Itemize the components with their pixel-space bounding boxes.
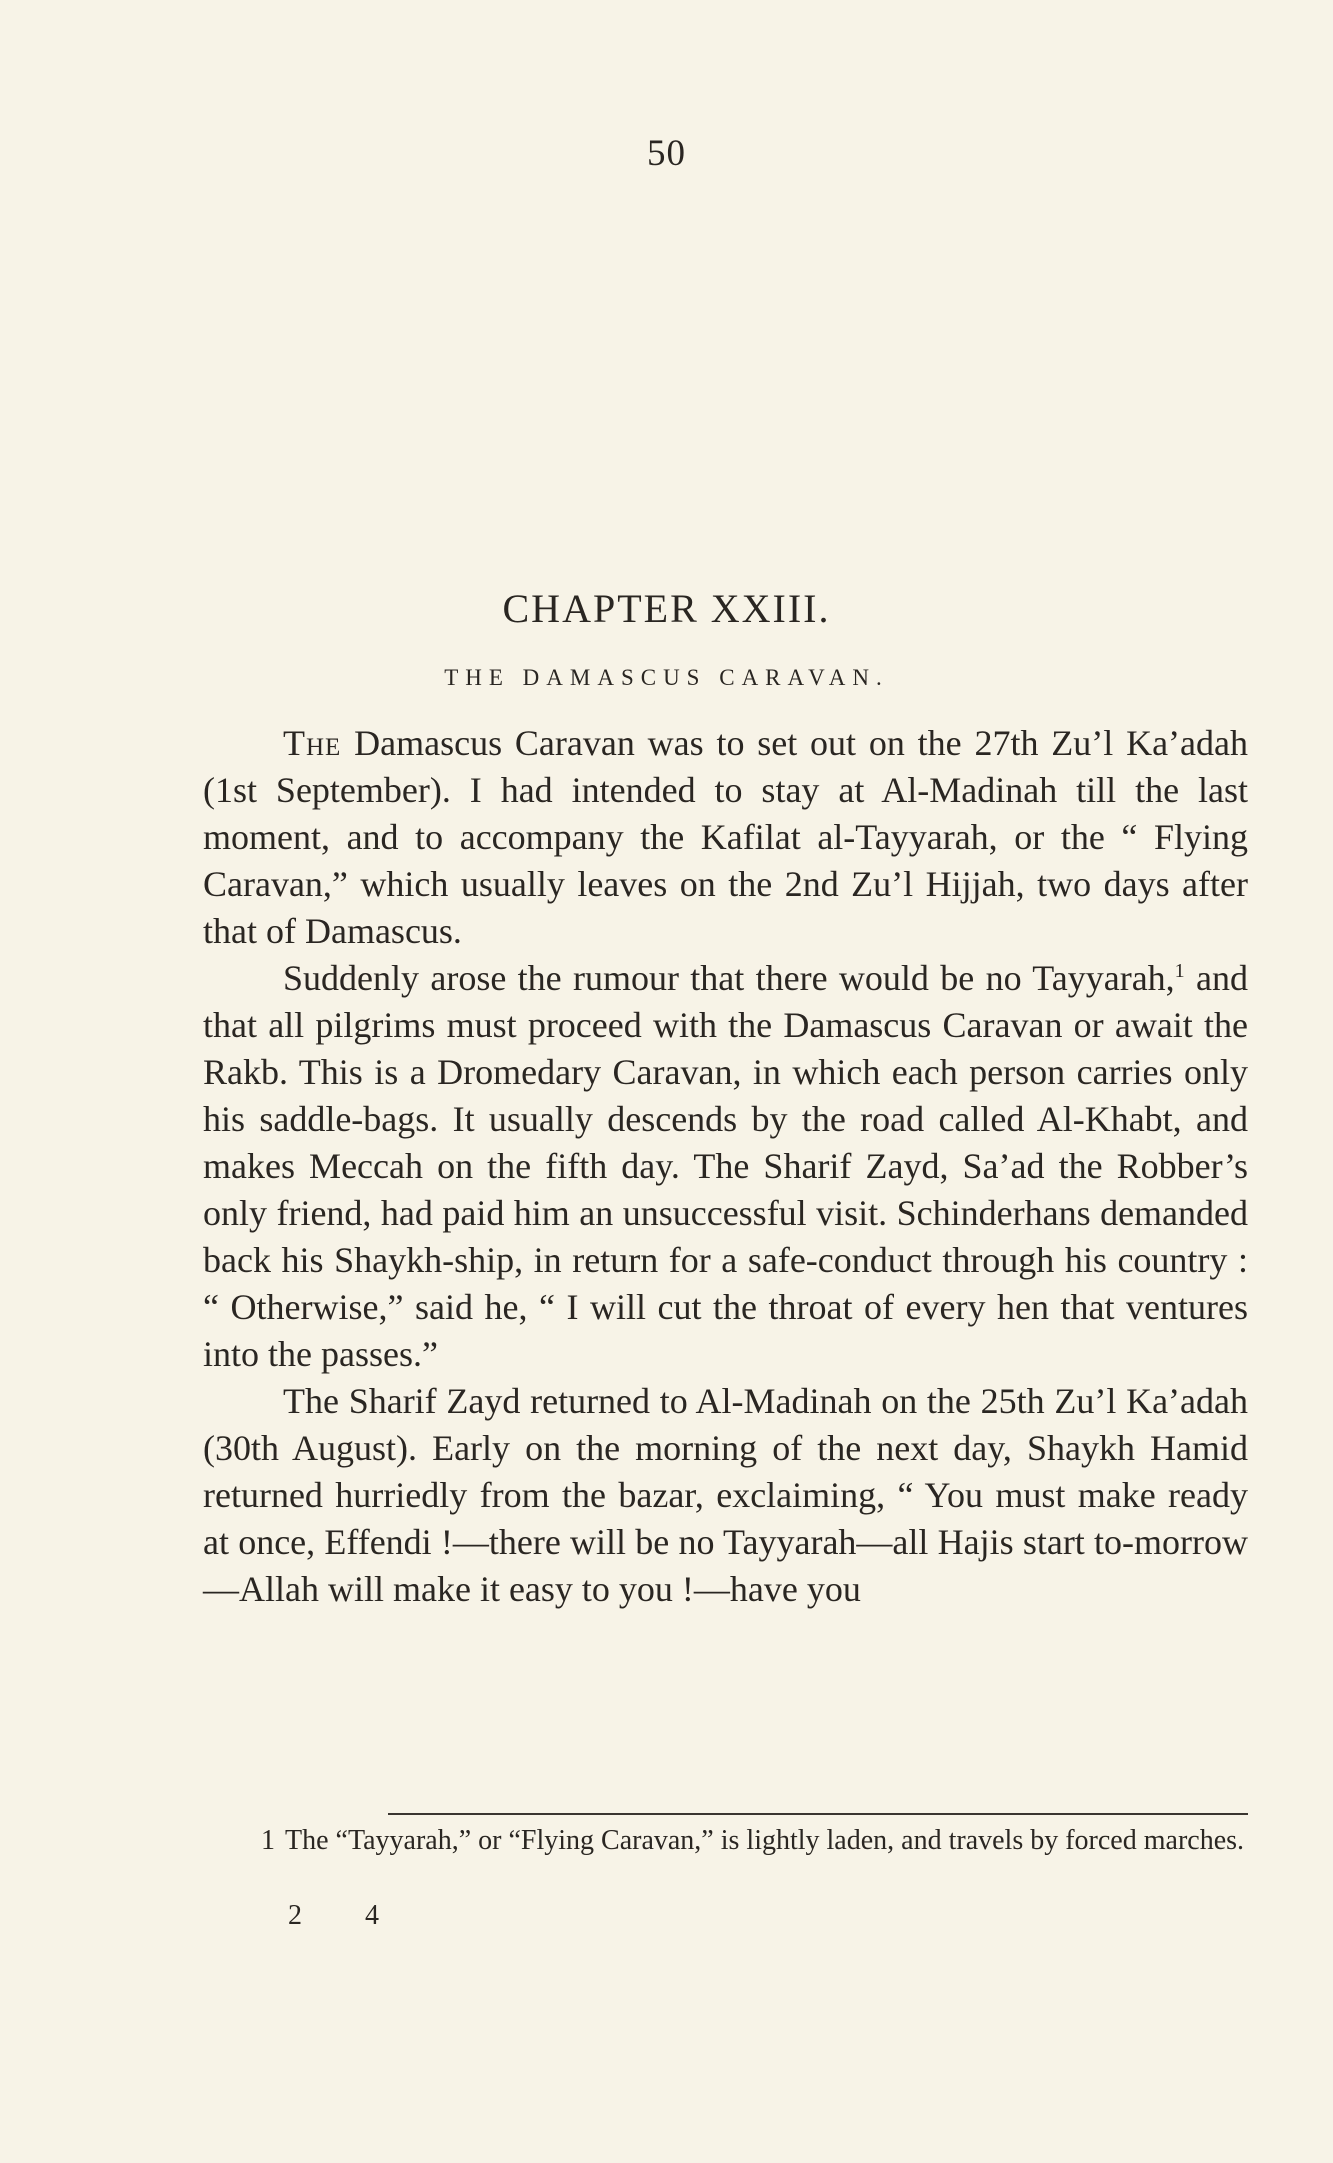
- footnote-rule: [388, 1813, 1248, 1815]
- footnote: [208, 1822, 1248, 1859]
- body-text: [203, 720, 1248, 1613]
- chapter-subtitle: THE DAMASCUS CARAVAN.: [444, 665, 889, 690]
- paragraph-2-text-after-note: and that all pilgrims must proceed with the Damascus Caravan or await the Rakb. This is a Dromedary Caravan, in which each person carries only his saddle-bags. It usually descends by the road called Al-Khabt, and makes Meccah on the fifth day. The Sharif Zayd, Sa’ad the Robber’s only friend, had paid him an unsuccessful visit. Schinderhans demanded back his Shaykh-ship, in return for a safe-conduct through his country : “ Otherwise,” said he, “ I will cut the throat of every hen that ventures into the passes.”: [203, 958, 1248, 1374]
- paragraph-1-text: Damascus Caravan was to set out on the 27th Zu’l Ka’adah (1st September). I had intended to stay at Al-Madinah till the last moment, and to accompany the Kafilat al-Tayyarah, or the “ Flying Caravan,” which usually leaves on the 2nd Zu’l Hijjah, two days after that of Damascus.: [203, 723, 1248, 951]
- signature-mark: 2 4: [288, 1900, 407, 1931]
- paragraph-1: [203, 720, 1248, 955]
- paragraph-2: [203, 955, 1248, 1378]
- paragraph-1-lead: The: [283, 723, 342, 763]
- footnote-reference: 1: [1174, 960, 1185, 982]
- page-number: 50: [647, 133, 686, 174]
- paragraph-3-text: The Sharif Zayd returned to Al-Madinah on the 25th Zu’l Ka’adah (30th August). Early on the morning of the next day, Shaykh Hamid returned hurriedly from the bazar, exclaiming, “ You must make ready at once, Effendi !—there will be no Tayyarah—all Hajis start to-morrow—Allah will make it easy to you !—have you: [203, 1381, 1248, 1609]
- paragraph-3: [203, 1378, 1248, 1613]
- paragraph-2-text-before-note: Suddenly arose the rumour that there would be no Tayyarah,: [283, 958, 1175, 998]
- footnote-mark: 1: [261, 1825, 275, 1856]
- chapter-title: CHAPTER XXIII.: [502, 586, 831, 631]
- footnote-text: The “Tayyarah,” or “Flying Caravan,” is lightly laden, and travels by forced marches.: [285, 1825, 1245, 1856]
